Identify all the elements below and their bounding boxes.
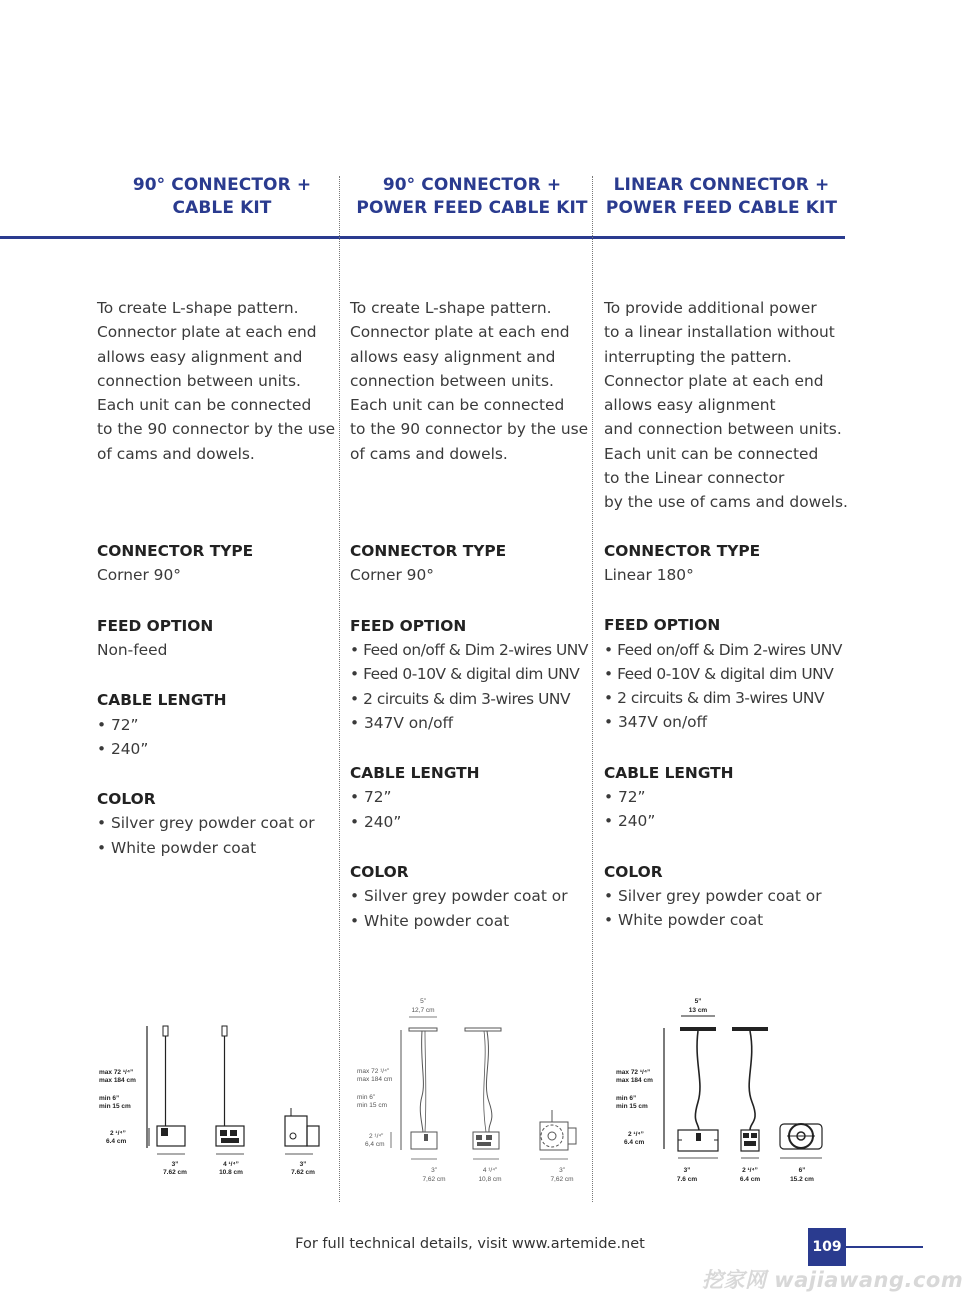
feed-option-item: • Feed 0-10V & digital dim UNV	[350, 665, 580, 684]
column-3-title-line-2: POWER FEED CABLE KIT	[605, 198, 838, 218]
box-height-label: 2 ¹/⁴”	[110, 1130, 126, 1137]
height-min-label: min 6”	[616, 1095, 637, 1102]
height-max-label: max 72 ¹/⁴”	[616, 1069, 651, 1076]
description-line: Connector plate at each end	[350, 323, 570, 342]
dimension-label: 7.62 cm	[163, 1169, 187, 1176]
technical-drawing-1	[95, 1020, 330, 1185]
technical-drawing-3	[612, 992, 837, 1187]
fixture-side-1	[157, 1026, 185, 1146]
top-width-cm-label: 12,7 cm	[411, 1007, 435, 1014]
technical-drawing-2-svg	[352, 992, 587, 1187]
fixture-side-2	[409, 1028, 437, 1149]
dimension-label: 3”	[431, 1167, 437, 1174]
cable-length-heading: CABLE LENGTH	[97, 691, 227, 710]
height-max-cm-label: max 184 cm	[616, 1077, 653, 1084]
cable-length-item: • 240”	[350, 812, 402, 831]
cable-length-heading: CABLE LENGTH	[350, 764, 480, 783]
fixture-front-3	[732, 1027, 768, 1151]
description-line: of cams and dowels.	[350, 444, 508, 463]
cable-length-heading: CABLE LENGTH	[604, 763, 734, 782]
dimension-label: 6”	[798, 1167, 806, 1174]
color-item: • Silver grey powder coat or	[604, 886, 822, 905]
column-1-title	[122, 174, 322, 220]
description-line: of cams and dowels.	[97, 444, 255, 463]
dimension-label: 7.62 cm	[291, 1169, 315, 1176]
description-line: Each unit can be connected	[350, 396, 565, 415]
column-2-title-line-1: 90° CONNECTOR +	[382, 175, 562, 195]
description-line: and connection between units.	[604, 420, 842, 439]
height-max-label: max 72 ¹/⁴”	[99, 1069, 134, 1076]
height-min-label: min 6”	[99, 1095, 120, 1102]
column-3	[604, 296, 849, 933]
connector-type-value: Corner 90°	[97, 566, 181, 585]
color-item: • Silver grey powder coat or	[97, 814, 315, 833]
header-rule	[0, 236, 845, 239]
color-heading: COLOR	[350, 863, 409, 882]
color-item: • White powder coat	[604, 911, 764, 930]
description-line: connection between units.	[97, 371, 301, 390]
connector-type-heading: CONNECTOR TYPE	[604, 541, 761, 560]
description-line: interrupting the pattern.	[604, 347, 792, 366]
top-width-label: 5”	[694, 998, 702, 1005]
description-line: To create L-shape pattern.	[350, 299, 552, 317]
dimension-label: 10,8 cm	[478, 1176, 502, 1183]
height-min-cm-label: min 15 cm	[357, 1102, 387, 1109]
color-item: • White powder coat	[97, 838, 257, 857]
feed-option-item: Non-feed	[97, 640, 168, 659]
top-width-cm-label: 13 cm	[688, 1007, 708, 1014]
fixture-top-1	[285, 1108, 319, 1146]
feed-option-heading: FEED OPTION	[350, 616, 467, 635]
feed-option-heading: FEED OPTION	[604, 616, 721, 635]
description-line: to the 90 connector by the use	[97, 420, 336, 439]
dimension-label: 3”	[171, 1161, 179, 1168]
column-1-title-line-1: 90° CONNECTOR +	[132, 175, 312, 195]
dimension-label: 7,62 cm	[550, 1176, 574, 1183]
cable-length-item: • 240”	[604, 812, 656, 831]
feed-option-item: • Feed on/off & Dim 2-wires UNV	[350, 640, 588, 659]
column-2-title-line-2: POWER FEED CABLE KIT	[356, 198, 588, 218]
fixture-front-1	[216, 1026, 244, 1146]
description-line: allows easy alignment and	[350, 347, 556, 366]
description-line: Connector plate at each end	[97, 323, 317, 342]
dimension-label: 7,62 cm	[422, 1176, 446, 1183]
box-height-cm-label: 6,4 cm	[365, 1141, 385, 1148]
description-line: Each unit can be connected	[97, 396, 312, 415]
column-2-title	[352, 174, 592, 220]
connector-type-value: Corner 90°	[350, 566, 434, 585]
watermark: 挖家网 wajiawang.com	[702, 1268, 963, 1292]
description-line: allows easy alignment and	[97, 347, 303, 366]
feed-option-item: • 347V on/off	[350, 713, 454, 732]
technical-drawing-2	[352, 992, 587, 1187]
dimension-label: 7.6 cm	[676, 1176, 698, 1183]
description-line: Each unit can be connected	[604, 444, 819, 463]
dimension-label: 3”	[299, 1161, 307, 1168]
dimension-label: 15.2 cm	[790, 1176, 814, 1183]
box-height-cm-label: 6.4 cm	[106, 1138, 127, 1145]
height-max-cm-label: max 184 cm	[99, 1077, 136, 1084]
fixture-front-2	[465, 1028, 501, 1149]
box-height-cm-label: 6.4 cm	[624, 1139, 645, 1146]
connector-type-heading: CONNECTOR TYPE	[350, 542, 507, 561]
description-line: to the Linear connector	[604, 469, 785, 488]
box-height-label: 2 ¹/⁴”	[369, 1133, 384, 1140]
dimension-label: 4 ¹/⁴”	[223, 1161, 239, 1168]
height-max-cm-label: max 184 cm	[357, 1076, 393, 1083]
description-line: To provide additional power	[604, 299, 817, 317]
column-2	[350, 296, 595, 933]
description-line: Connector plate at each end	[604, 371, 824, 390]
technical-drawing-3-svg	[612, 992, 837, 1187]
footer-text: For full technical details, visit www.artemide.net	[295, 1236, 645, 1252]
feed-option-item: • Feed on/off & Dim 2-wires UNV	[604, 640, 842, 659]
technical-drawing-1-svg	[95, 1020, 330, 1185]
cable-length-item: • 240”	[97, 739, 149, 758]
color-item: • White powder coat	[350, 911, 510, 930]
fixture-side-3	[678, 1027, 718, 1151]
description-line: to a linear installation without	[604, 323, 835, 342]
connector-type-value: Linear 180°	[604, 565, 694, 584]
height-min-label: min 6”	[357, 1094, 376, 1101]
connector-type-heading: CONNECTOR TYPE	[97, 542, 254, 561]
color-item: • Silver grey powder coat or	[350, 887, 568, 906]
height-min-cm-label: min 15 cm	[616, 1103, 648, 1110]
page-number-rule	[846, 1246, 923, 1248]
color-heading: COLOR	[97, 790, 156, 809]
cable-length-item: • 72”	[350, 788, 392, 807]
cable-length-item: • 72”	[604, 788, 646, 807]
dimension-label: 4 ¹/⁴”	[482, 1167, 498, 1174]
feed-option-item: • 347V on/off	[604, 713, 708, 732]
description-line: connection between units.	[350, 371, 554, 390]
description-line: to the 90 connector by the use	[350, 420, 589, 439]
column-3-title-line-1: LINEAR CONNECTOR +	[613, 175, 830, 195]
description-line: by the use of cams and dowels.	[604, 493, 848, 512]
height-min-cm-label: min 15 cm	[99, 1103, 131, 1110]
feed-option-heading: FEED OPTION	[97, 616, 214, 635]
dimension-label: 6.4 cm	[739, 1176, 761, 1183]
dimension-label: 10.8 cm	[219, 1169, 243, 1176]
description-line: allows easy alignment	[604, 396, 776, 415]
feed-option-item: • Feed 0-10V & digital dim UNV	[604, 664, 834, 683]
fixture-top-2	[540, 1110, 576, 1150]
column-1	[97, 296, 342, 860]
cable-length-item: • 72”	[97, 715, 139, 734]
dimension-label: 2 ¹/⁴”	[742, 1167, 758, 1174]
fixture-top-3	[780, 1124, 822, 1149]
description-line: To create L-shape pattern.	[97, 299, 299, 317]
box-height-label: 2 ¹/⁴”	[628, 1131, 644, 1138]
height-max-label: max 72 ¹/⁴”	[357, 1068, 390, 1075]
column-2-description	[350, 296, 595, 466]
column-1-title-line-2: CABLE KIT	[172, 198, 272, 218]
page-number: 109	[808, 1228, 846, 1266]
top-width-label: 5”	[420, 998, 426, 1005]
column-3-description	[604, 296, 849, 515]
color-heading: COLOR	[604, 862, 663, 881]
column-3-title	[600, 174, 843, 220]
feed-option-item: • 2 circuits & dim 3-wires UNV	[350, 689, 571, 708]
column-1-description	[97, 296, 342, 466]
dimension-label: 3”	[559, 1167, 565, 1174]
feed-option-item: • 2 circuits & dim 3-wires UNV	[604, 689, 825, 708]
dimension-label: 3”	[683, 1167, 691, 1174]
